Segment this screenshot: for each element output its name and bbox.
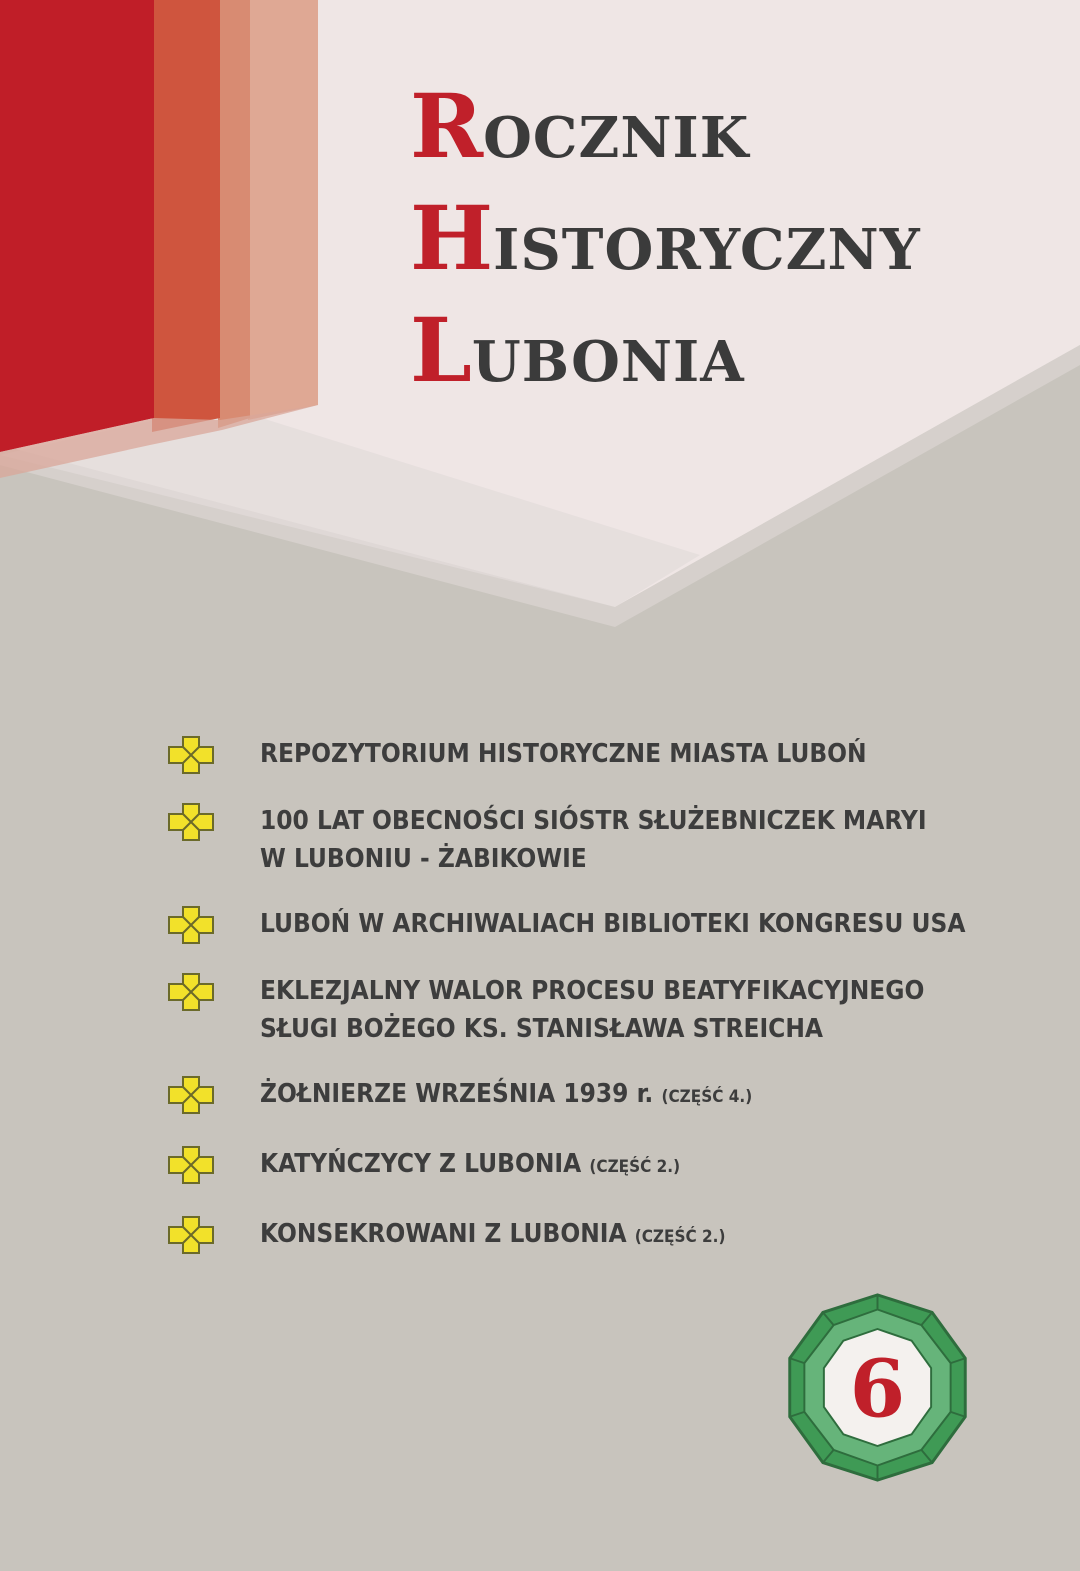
issue-number-badge — [780, 1290, 975, 1485]
ribbon-salmon — [218, 0, 250, 428]
toc-item-text — [260, 1075, 965, 1116]
title-line-2 — [410, 182, 921, 294]
ribbon-pale — [248, 0, 318, 420]
table-of-contents — [165, 735, 965, 1256]
toc-item — [165, 735, 965, 773]
ribbon-orange — [152, 0, 220, 432]
toc-item-part: (CZĘŚĆ 2.) — [589, 1157, 681, 1177]
toc-item-text — [260, 1215, 965, 1256]
title-rest: ISTORYCZNY — [493, 217, 921, 283]
title-initial: R — [410, 74, 484, 178]
title-initial: H — [410, 186, 494, 290]
toc-item-text: LUBOŃ W ARCHIWALIACH BIBLIOTEKI KONGRESU USA — [260, 909, 966, 939]
toc-item-title: KONSEKROWANI Z LUBONIA — [260, 1219, 627, 1249]
toc-item-text-line2: SŁUGI BOŻEGO KS. STANISŁAWA STREICHA — [260, 1014, 824, 1044]
title-rest: UBONIA — [471, 329, 745, 395]
title-initial: L — [410, 298, 472, 402]
toc-item-text-line2: W LUBONIU - ŻABIKOWIE — [260, 844, 587, 874]
badge-number: 6 — [849, 1341, 906, 1436]
cross-bullet-icon — [165, 1145, 217, 1185]
title-line-3 — [410, 294, 921, 406]
toc-item-part: (CZĘŚĆ 4.) — [661, 1087, 753, 1107]
title-line-1 — [410, 70, 921, 182]
journal-title — [410, 70, 921, 406]
toc-item-title: ŻOŁNIERZE WRZEŚNIA 1939 r. — [260, 1079, 654, 1109]
toc-item-text — [260, 1145, 965, 1186]
cross-bullet-icon — [165, 735, 217, 775]
toc-item-text: EKLEZJALNY WALOR PROCESU BEATYFIKACYJNEGO — [260, 976, 925, 1006]
toc-item-title: KATYŃCZYCY Z LUBONIA — [260, 1149, 582, 1179]
toc-item-text: 100 LAT OBECNOŚCI SIÓSTR SŁUŻEBNICZEK MARYI — [260, 806, 927, 836]
toc-item — [165, 905, 965, 943]
toc-item — [165, 1145, 965, 1186]
cross-bullet-icon — [165, 972, 217, 1012]
cross-bullet-icon — [165, 802, 217, 842]
toc-item — [165, 972, 965, 1048]
cross-bullet-icon — [165, 905, 217, 945]
cross-bullet-icon — [165, 1075, 217, 1115]
toc-item — [165, 802, 965, 878]
ribbon-red — [0, 0, 154, 452]
toc-item — [165, 1075, 965, 1116]
cross-bullet-icon — [165, 1215, 217, 1255]
toc-item-part: (CZĘŚĆ 2.) — [634, 1227, 726, 1247]
title-rest: OCZNIK — [483, 105, 750, 171]
toc-item — [165, 1215, 965, 1256]
toc-item-text: REPOZYTORIUM HISTORYCZNE MIASTA LUBOŃ — [260, 739, 867, 769]
